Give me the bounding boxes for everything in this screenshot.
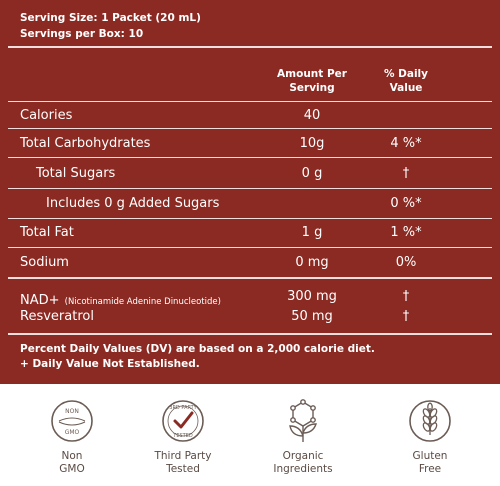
row-nad-amount: 300 mg <box>287 289 337 304</box>
amount-header-line1: Amount Per <box>277 68 347 80</box>
divider <box>8 46 492 48</box>
badge-third-party-line1: Third Party <box>154 450 212 462</box>
badge-third-party-line2: Tested <box>166 463 200 475</box>
organic-ingredients-icon <box>280 398 326 444</box>
badge-third-party-label <box>133 450 233 476</box>
row-sodium-name: Sodium <box>20 255 69 270</box>
row-nad-name: NAD+ <box>20 293 60 308</box>
row-sugars-amount: 0 g <box>301 166 323 181</box>
badge-gluten-free-line1: Gluten <box>412 450 448 462</box>
dv-header-line1: % Daily <box>383 68 429 80</box>
gluten-free-icon <box>407 398 453 444</box>
badge-organic-label <box>253 450 353 476</box>
divider <box>8 277 492 279</box>
footnote-dv: Percent Daily Values (DV) are based on a 2,000 calorie diet. <box>20 343 375 355</box>
certification-badges <box>0 384 500 486</box>
serving-size: Serving Size: 1 Packet (20 mL) <box>20 12 201 24</box>
row-resveratrol-name: Resveratrol <box>20 309 94 324</box>
third-party-tested-icon <box>160 398 206 444</box>
divider <box>8 101 492 102</box>
row-fat-dv: 1 %* <box>390 225 422 240</box>
row-added-sugars-name: Includes 0 g Added Sugars <box>46 196 220 211</box>
badge-non-gmo-label <box>22 450 122 476</box>
row-carbs-dv: 4 %* <box>390 136 422 151</box>
divider <box>8 218 492 219</box>
third-party-ring-bottom-text: TESTED <box>173 433 193 439</box>
non-gmo-ring-bottom-text: GMO <box>64 429 80 436</box>
amount-header-line2: Serving <box>289 82 335 94</box>
row-carbs-name: Total Carbohydrates <box>20 136 151 151</box>
badge-gluten-free <box>380 398 480 476</box>
badge-non-gmo-line1: Non <box>61 450 83 462</box>
divider <box>8 128 492 129</box>
servings-per-box: Servings per Box: 10 <box>20 28 144 40</box>
badge-organic-ingredients <box>253 398 353 476</box>
badge-gluten-free-label <box>380 450 480 476</box>
row-calories-name: Calories <box>20 108 73 123</box>
row-sugars-dv: † <box>402 166 410 181</box>
row-fat-name: Total Fat <box>20 225 74 240</box>
non-gmo-icon <box>49 398 95 444</box>
non-gmo-ring-top-text: NON <box>65 408 79 415</box>
badge-non-gmo <box>22 398 122 476</box>
row-resveratrol-dv: † <box>402 309 410 324</box>
row-added-sugars-dv: 0 %* <box>390 196 422 211</box>
badge-non-gmo-line2: GMO <box>59 463 85 475</box>
row-resveratrol-amount: 50 mg <box>291 309 333 324</box>
row-fat-amount: 1 g <box>301 225 323 240</box>
row-nad-subname: (Nicotinamide Adenine Dinucleotide) <box>64 297 221 307</box>
row-nad <box>20 289 221 308</box>
divider <box>8 188 492 189</box>
badge-organic-line2: Ingredients <box>273 463 333 475</box>
row-sodium-amount: 0 mg <box>295 255 329 270</box>
row-nad-dv: † <box>402 289 410 304</box>
row-carbs-amount: 10g <box>299 136 325 151</box>
divider <box>8 247 492 248</box>
badge-third-party-tested <box>133 398 233 476</box>
divider <box>8 333 492 335</box>
row-sodium-dv: 0% <box>395 255 417 270</box>
third-party-ring-top-text: 3RD PARTY <box>169 405 197 411</box>
badge-gluten-free-line2: Free <box>418 463 442 475</box>
dv-header-line2: Value <box>389 82 423 94</box>
badge-organic-line1: Organic <box>282 450 324 462</box>
footnote-not-established: + Daily Value Not Established. <box>20 358 200 370</box>
divider <box>8 157 492 158</box>
row-calories-amount: 40 <box>303 108 321 123</box>
row-sugars-name: Total Sugars <box>36 166 116 181</box>
